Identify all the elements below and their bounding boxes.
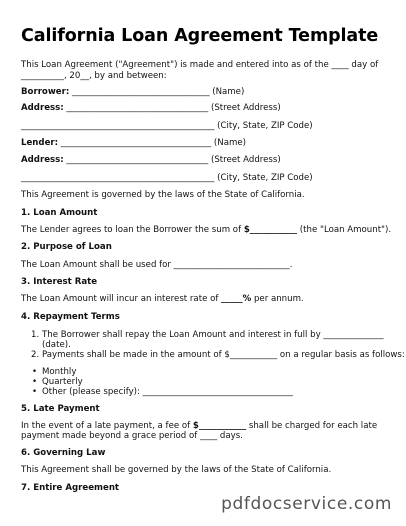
section-2-text: The Loan Amount shall be used for ___________________________. bbox=[21, 260, 293, 270]
lender-city-state-zip: _____________________________________________ (City, State, ZIP Code) bbox=[21, 173, 313, 183]
section-6-text: This Agreement shall be governed by the laws of the State of California. bbox=[21, 465, 332, 475]
borrower-address-label: Address: bbox=[21, 103, 64, 113]
watermark: pdfdocservice.com bbox=[221, 494, 392, 514]
section-3-text-c: per annum. bbox=[251, 294, 304, 304]
repayment-option-other: Other (please specify): ___________________________________ bbox=[42, 387, 294, 397]
bullet-glyph: • bbox=[32, 387, 38, 397]
repayment-item-2-number: 2. bbox=[31, 350, 40, 360]
section-1-text-c: (the "Loan Amount"). bbox=[297, 225, 392, 235]
section-1-heading: 1. Loan Amount bbox=[21, 208, 98, 218]
section-3-text bbox=[21, 294, 304, 305]
section-5-text-a: In the event of a late payment, a fee of bbox=[21, 421, 193, 431]
section-4-heading: 4. Repayment Terms bbox=[21, 312, 120, 322]
lender-street-field: _________________________________ (Street Address) bbox=[63, 155, 281, 165]
section-7-heading: 7. Entire Agreement bbox=[21, 483, 120, 493]
intro-line-2: __________, 20__, by and between: bbox=[21, 71, 167, 81]
borrower-label: Borrower: bbox=[21, 87, 70, 97]
repayment-item-2-line-1: Payments shall be made in the amount of $___________ on a regular basis as follows: bbox=[42, 350, 405, 360]
lender-name-field: ___________________________________ (Name) bbox=[58, 138, 246, 148]
repayment-item-1-line-1: The Borrower shall repay the Loan Amount and interest in full by ______________ bbox=[42, 330, 384, 340]
section-3-text-a: The Loan Amount will incur an interest rate of bbox=[21, 294, 222, 304]
borrower-address-line bbox=[21, 103, 281, 114]
lender-line bbox=[21, 138, 246, 149]
document-title: California Loan Agreement Template bbox=[21, 26, 379, 46]
repayment-option-quarterly: Quarterly bbox=[42, 377, 83, 387]
section-6-heading: 6. Governing Law bbox=[21, 448, 106, 458]
section-2-heading: 2. Purpose of Loan bbox=[21, 242, 112, 252]
section-1-text-a: The Lender agrees to loan the Borrower the sum of bbox=[21, 225, 244, 235]
lender-label: Lender: bbox=[21, 138, 59, 148]
intro-line-1: This Loan Agreement ("Agreement") is made and entered into as of the ____ day of bbox=[21, 60, 379, 70]
governed-statement: This Agreement is governed by the laws of the State of California. bbox=[21, 190, 305, 200]
loan-amount-field: $___________ bbox=[243, 225, 298, 235]
borrower-city-state-zip: _____________________________________________ (City, State, ZIP Code) bbox=[21, 121, 313, 131]
lender-address-label: Address: bbox=[21, 155, 64, 165]
interest-rate-field: _____% bbox=[221, 294, 252, 304]
lender-address-line bbox=[21, 155, 281, 166]
late-fee-field: $___________ bbox=[192, 421, 247, 431]
borrower-street-field: _________________________________ (Street Address) bbox=[63, 103, 281, 113]
section-3-heading: 3. Interest Rate bbox=[21, 277, 98, 287]
borrower-line bbox=[21, 87, 244, 98]
repayment-item-1-line-2: (date). bbox=[42, 340, 71, 350]
section-5-heading: 5. Late Payment bbox=[21, 404, 100, 414]
section-5-line-2: payment made beyond a grace period of ____ days. bbox=[21, 431, 243, 441]
repayment-option-monthly: Monthly bbox=[42, 367, 77, 377]
section-1-text bbox=[21, 225, 391, 236]
bullet-glyph: • bbox=[32, 367, 38, 377]
bullet-glyph: • bbox=[32, 377, 38, 387]
repayment-item-1-number: 1. bbox=[31, 330, 40, 340]
borrower-name-field: ________________________________ (Name) bbox=[69, 87, 245, 97]
section-5-text-c: shall be charged for each late bbox=[246, 421, 378, 431]
